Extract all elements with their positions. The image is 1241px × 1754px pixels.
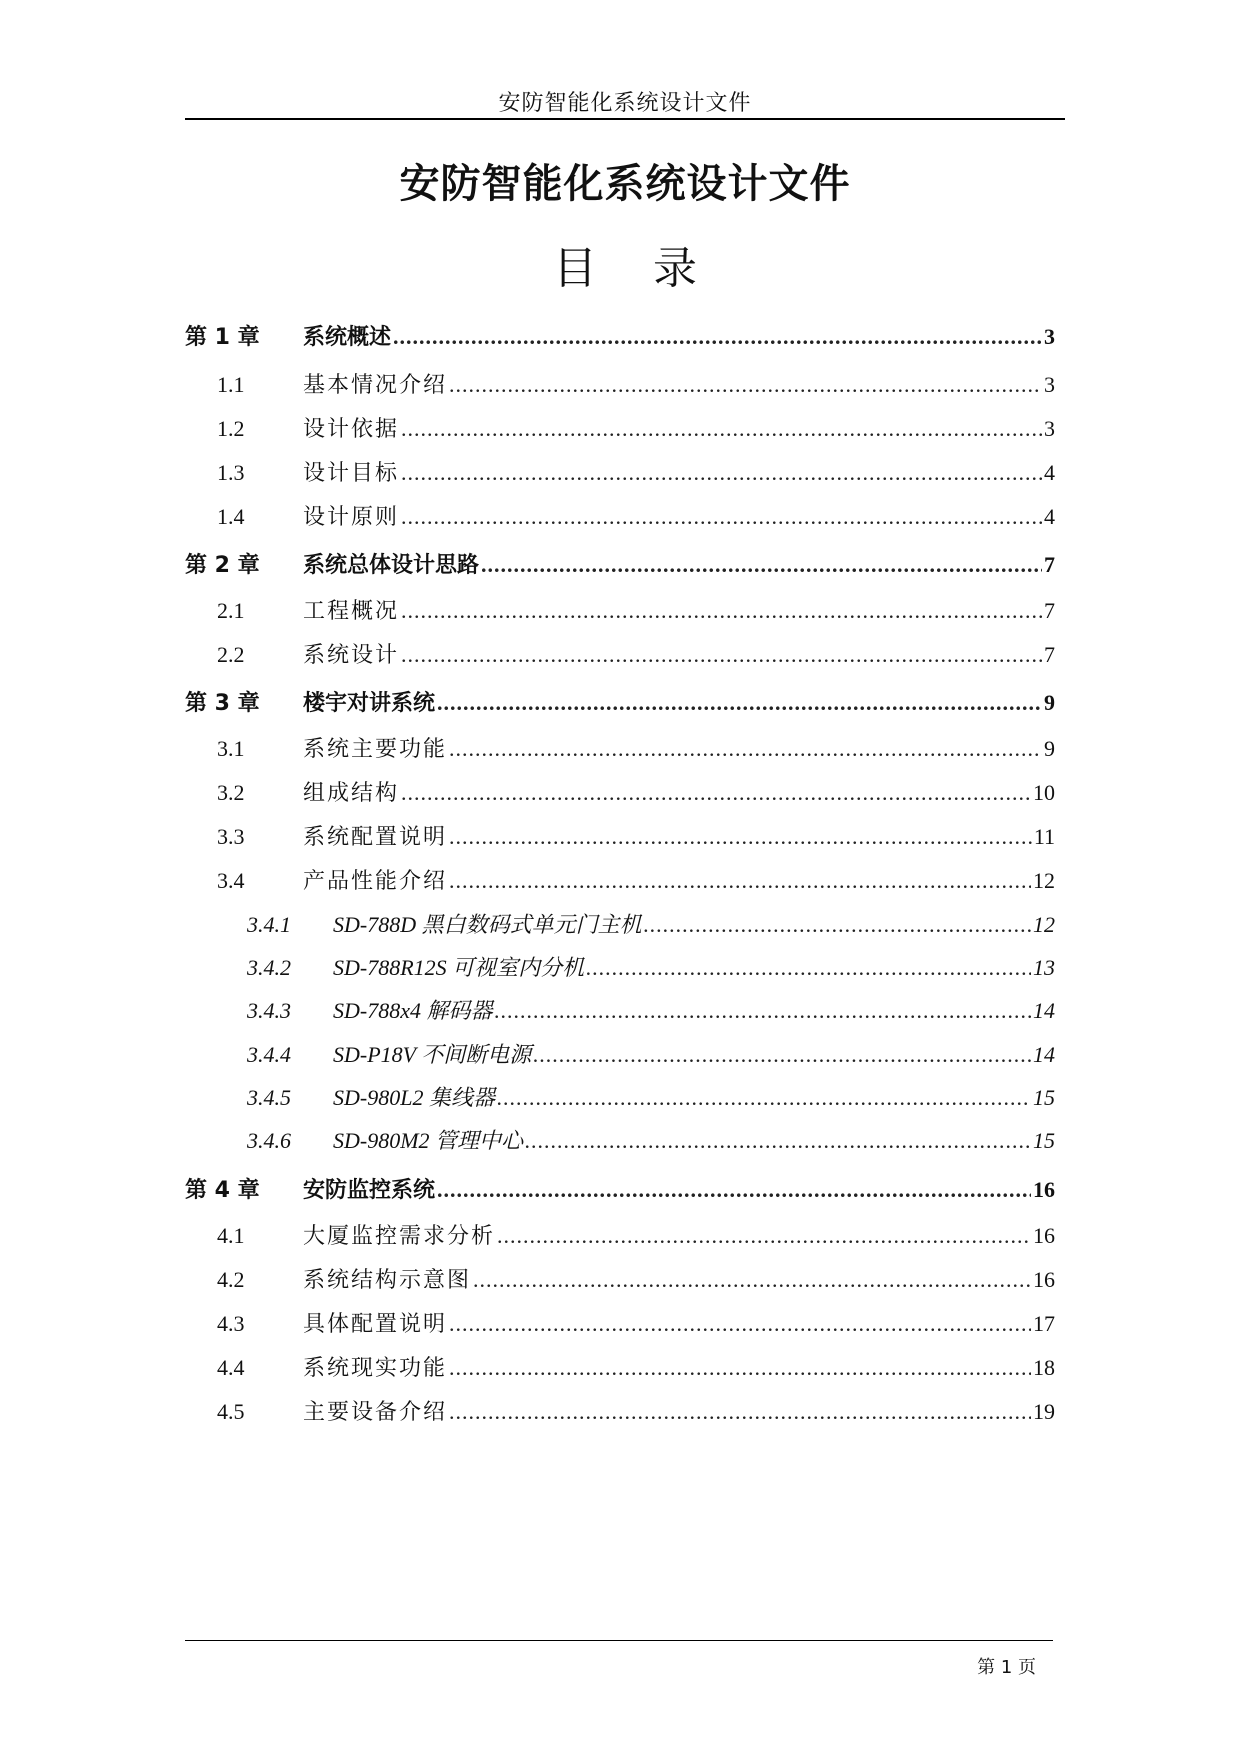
toc-entry-number: 3.4.5 xyxy=(247,1085,291,1110)
toc-entry-title: 工程概况 xyxy=(303,599,400,624)
toc-leader-dots xyxy=(497,1223,1031,1249)
toc-entry-page: 14 xyxy=(1033,1042,1055,1067)
toc-entry-page: 7 xyxy=(1044,552,1055,577)
toc-entry-number: 3.4.3 xyxy=(247,998,291,1023)
toc-entry-number: 3.4.1 xyxy=(247,912,291,937)
toc-leader-dots xyxy=(533,1042,1031,1068)
toc-entry-number: 4.5 xyxy=(217,1399,245,1424)
toc-leader-dots xyxy=(401,642,1042,668)
toc-entry-title: SD-788x4 解码器 xyxy=(333,998,493,1023)
toc-section-entry[interactable] xyxy=(185,732,1055,766)
toc-leader-dots xyxy=(401,460,1042,486)
toc-entry-page: 4 xyxy=(1044,504,1055,529)
toc-entry-title: SD-788R12S 可视室内分机 xyxy=(333,955,585,980)
toc-entry-number: 第 4 章 xyxy=(185,1178,260,1203)
toc-entry-number: 3.4.4 xyxy=(247,1042,291,1067)
toc-entry-title: SD-P18V 不间断电源 xyxy=(333,1042,532,1067)
toc-leader-dots xyxy=(401,598,1042,624)
toc-entry-number: 3.4.6 xyxy=(247,1128,291,1153)
toc-leader-dots xyxy=(449,372,1042,398)
toc-entry-number: 4.1 xyxy=(217,1223,245,1248)
toc-leader-dots xyxy=(449,1355,1031,1381)
toc-entry-number: 3.3 xyxy=(217,824,245,849)
toc-entry-number: 2.2 xyxy=(217,642,245,667)
toc-section-entry[interactable] xyxy=(185,864,1055,898)
toc-entry-number: 第 3 章 xyxy=(185,691,260,716)
toc-section-entry[interactable] xyxy=(185,638,1055,672)
toc-entry-title: 楼宇对讲系统 xyxy=(303,691,436,716)
toc-entry-page: 16 xyxy=(1033,1223,1055,1248)
toc-entry-title: 系统设计 xyxy=(303,643,400,668)
toc-entry-page: 3 xyxy=(1044,416,1055,441)
toc-entry-title: 系统总体设计思路 xyxy=(303,553,480,578)
toc-section-entry[interactable] xyxy=(185,412,1055,446)
toc-entry-page: 4 xyxy=(1044,460,1055,485)
toc-leader-dots xyxy=(644,912,1031,938)
toc-entry-page: 10 xyxy=(1033,780,1055,805)
toc-entry-title: 设计依据 xyxy=(303,417,400,442)
toc-entry-title: 安防监控系统 xyxy=(303,1178,436,1203)
toc-entry-page: 12 xyxy=(1033,868,1055,893)
toc-entry-page: 11 xyxy=(1033,824,1055,849)
toc-section-entry[interactable] xyxy=(185,1307,1055,1341)
toc-entry-number: 3.1 xyxy=(217,736,245,761)
toc-leader-dots xyxy=(473,1267,1031,1293)
toc-entry-number: 第 2 章 xyxy=(185,553,260,578)
toc-entry-number: 1.3 xyxy=(217,460,245,485)
toc-section-entry[interactable] xyxy=(185,820,1055,854)
toc-entry-number: 4.3 xyxy=(217,1311,245,1336)
toc-heading xyxy=(185,232,1065,296)
toc-subsection-entry[interactable] xyxy=(185,908,1055,942)
toc-section-entry[interactable] xyxy=(185,1395,1055,1429)
toc-entry-number: 1.2 xyxy=(217,416,245,441)
toc-leader-dots xyxy=(401,504,1042,530)
toc-entry-title: 系统现实功能 xyxy=(303,1356,448,1381)
toc-leader-dots xyxy=(525,1128,1031,1154)
toc-subsection-entry[interactable] xyxy=(185,1081,1055,1115)
toc-section-entry[interactable] xyxy=(185,368,1055,402)
toc-leader-dots xyxy=(437,1177,1031,1203)
toc-leader-dots xyxy=(497,1085,1031,1111)
toc-entry-title: 系统结构示意图 xyxy=(303,1268,472,1293)
toc-chapter-entry[interactable] xyxy=(185,320,1055,354)
toc-entry-title: 设计目标 xyxy=(303,461,400,486)
toc-entry-page: 17 xyxy=(1033,1311,1055,1336)
toc-entry-number: 4.4 xyxy=(217,1355,245,1380)
header-rule xyxy=(185,118,1065,120)
toc-heading-char-1: 目 xyxy=(553,243,597,294)
toc-entry-title: SD-980M2 管理中心 xyxy=(333,1128,524,1153)
toc-entry-title: 大厦监控需求分析 xyxy=(303,1224,496,1249)
toc-leader-dots xyxy=(449,1399,1031,1425)
toc-entry-title: 主要设备介绍 xyxy=(303,1400,448,1425)
toc-entry-title: 具体配置说明 xyxy=(303,1312,448,1337)
toc-leader-dots xyxy=(494,998,1031,1024)
toc-leader-dots xyxy=(449,736,1042,762)
toc-entry-page: 7 xyxy=(1044,598,1055,623)
toc-leader-dots xyxy=(393,324,1042,350)
toc-chapter-entry[interactable] xyxy=(185,1173,1055,1207)
toc-entry-number: 2.1 xyxy=(217,598,245,623)
toc-entry-title: 系统配置说明 xyxy=(303,825,448,850)
toc-chapter-entry[interactable] xyxy=(185,548,1055,582)
toc-leader-dots xyxy=(481,552,1042,578)
toc-entry-title: 设计原则 xyxy=(303,505,400,530)
toc-entry-title: SD-788D 黑白数码式单元门主机 xyxy=(333,912,642,937)
toc-entry-page: 3 xyxy=(1044,372,1055,397)
toc-entry-page: 3 xyxy=(1044,324,1055,349)
toc-entry-page: 18 xyxy=(1033,1355,1055,1380)
toc-leader-dots xyxy=(401,416,1042,442)
toc-entry-number: 1.4 xyxy=(217,504,245,529)
toc-entry-page: 16 xyxy=(1033,1267,1055,1292)
toc-entry-page: 16 xyxy=(1033,1177,1055,1202)
toc-entry-page: 15 xyxy=(1033,1128,1055,1153)
toc-entry-title: 系统概述 xyxy=(303,325,392,350)
toc-leader-dots xyxy=(449,868,1031,894)
toc-section-entry[interactable] xyxy=(185,776,1055,810)
toc-leader-dots xyxy=(401,780,1031,806)
toc-entry-page: 15 xyxy=(1033,1085,1055,1110)
running-header: 安防智能化系统设计文件 xyxy=(498,91,752,116)
toc-entry-page: 9 xyxy=(1044,690,1055,715)
toc-entry-title: 组成结构 xyxy=(303,781,400,806)
toc-leader-dots xyxy=(449,824,1032,850)
toc-section-entry[interactable] xyxy=(185,1263,1055,1297)
toc-entry-title: SD-980L2 集线器 xyxy=(333,1085,495,1110)
toc-subsection-entry[interactable] xyxy=(185,994,1055,1028)
toc-entry-page: 13 xyxy=(1033,955,1055,980)
toc-entry-page: 19 xyxy=(1033,1399,1055,1424)
toc-entry-number: 3.4 xyxy=(217,868,245,893)
toc-subsection-entry[interactable] xyxy=(185,1124,1055,1158)
toc-leader-dots xyxy=(449,1311,1031,1337)
page-number: 第 1 页 xyxy=(977,1657,1036,1678)
toc-entry-title: 基本情况介绍 xyxy=(303,373,448,398)
toc-entry-number: 3.4.2 xyxy=(247,955,291,980)
document-title: 安防智能化系统设计文件 xyxy=(399,161,851,207)
toc-entry-title: 产品性能介绍 xyxy=(303,869,448,894)
toc-entry-page: 14 xyxy=(1033,998,1055,1023)
toc-section-entry[interactable] xyxy=(185,456,1055,490)
toc-subsection-entry[interactable] xyxy=(185,1038,1055,1072)
toc-section-entry[interactable] xyxy=(185,594,1055,628)
toc-entry-number: 4.2 xyxy=(217,1267,245,1292)
toc-leader-dots xyxy=(437,690,1042,716)
toc-chapter-entry[interactable] xyxy=(185,686,1055,720)
toc-heading-char-2: 录 xyxy=(653,243,697,294)
toc-entry-number: 1.1 xyxy=(217,372,245,397)
footer-rule xyxy=(185,1640,1053,1641)
toc-entry-number: 第 1 章 xyxy=(185,325,260,350)
toc-entry-number: 3.2 xyxy=(217,780,245,805)
toc-entry-page: 7 xyxy=(1044,642,1055,667)
toc-section-entry[interactable] xyxy=(185,1219,1055,1253)
toc-subsection-entry[interactable] xyxy=(185,951,1055,985)
toc-entry-page: 12 xyxy=(1033,912,1055,937)
toc-entry-page: 9 xyxy=(1044,736,1055,761)
toc-leader-dots xyxy=(586,955,1031,981)
toc-section-entry[interactable] xyxy=(185,1351,1055,1385)
toc-entry-title: 系统主要功能 xyxy=(303,737,448,762)
toc-section-entry[interactable] xyxy=(185,500,1055,534)
